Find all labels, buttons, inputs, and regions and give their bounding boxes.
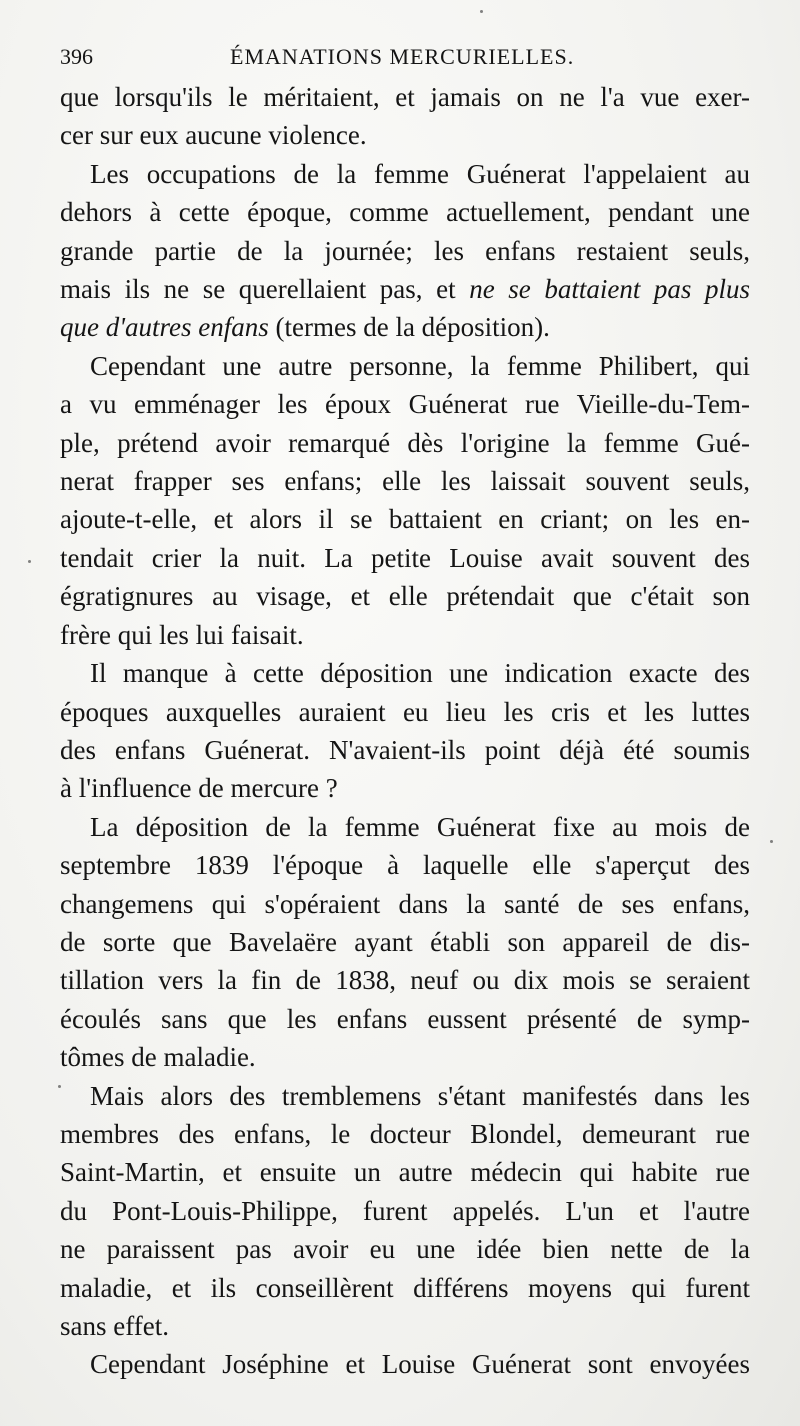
text-line: a vu emménager les époux Guénerat rue Vieille-du-Tem-	[60, 389, 750, 420]
text-line: cer sur eux aucune violence.	[60, 120, 367, 151]
text-span: (termes de la déposition).	[275, 312, 550, 343]
text-line: Saint-Martin, et ensuite un autre médecin qui habite rue	[60, 1157, 750, 1188]
print-speck	[480, 10, 483, 13]
running-head: ÉMANATIONS MERCURIELLES.	[230, 44, 575, 69]
text-line: écoulés sans que les enfans eussent présenté de symp-	[60, 1003, 750, 1034]
text-line: ajoute-t-elle, et alors il se battaient en criant; on les en-	[60, 504, 750, 535]
text-line: Cependant Joséphine et Louise Guénerat sont envoyées	[90, 1349, 750, 1380]
text-line: tendait crier la nuit. La petite Louise avait souvent des	[60, 542, 750, 573]
text-line: Il manque à cette déposition une indication exacte des	[90, 658, 750, 689]
text-line: maladie, et ils conseillèrent différens moyens qui furent	[60, 1272, 750, 1303]
text-line: frère qui les lui faisait.	[60, 619, 304, 650]
text-line: égratignures au visage, et elle prétendait que c'était son	[60, 581, 750, 612]
text-line: des enfans Guénerat. N'avaient-ils point déjà été soumis	[60, 734, 750, 765]
text-line: de sorte que Bavelaëre ayant établi son appareil de dis-	[60, 926, 750, 957]
text-line: membres des enfans, le docteur Blondel, demeurant rue	[60, 1118, 750, 1149]
text-span: mais ils ne se querellaient pas, et	[60, 274, 456, 305]
text-line: tômes de maladie.	[60, 1042, 256, 1073]
print-speck	[770, 840, 773, 843]
text-line: nerat frapper ses enfans; elle les laissait souvent seuls,	[60, 466, 750, 497]
text-line: époques auxquelles auraient eu lieu les cris et les luttes	[60, 696, 750, 727]
page-header	[60, 40, 760, 80]
italic-span: que d'autres enfans	[60, 312, 269, 343]
text-line: La déposition de la femme Guénerat fixe au mois de	[90, 811, 750, 842]
italic-span: ne se battaient pas plus	[469, 274, 751, 305]
text-line: septembre 1839 l'époque à laquelle elle s'aperçut des	[60, 850, 750, 881]
text-line	[60, 270, 750, 308]
text-line	[60, 308, 750, 346]
text-line: Mais alors des tremblemens s'étant manifestés dans les	[90, 1080, 750, 1111]
text-line: sans effet.	[60, 1311, 169, 1341]
text-line: grande partie de la journée; les enfans restaient seuls,	[60, 235, 750, 266]
text-line: ne paraissent pas avoir eu une idée bien nette de la	[60, 1234, 750, 1265]
print-speck	[28, 560, 31, 563]
text-line: changemens qui s'opéraient dans la santé de ses enfans,	[60, 888, 750, 919]
text-line: ple, prétend avoir remarqué dès l'origine la femme Gué-	[60, 427, 750, 458]
text-line: que lorsqu'ils le méritaient, et jamais on ne l'a vue exer-	[60, 82, 750, 112]
print-speck	[58, 1085, 61, 1088]
text-line: Cependant une autre personne, la femme Philibert, qui	[90, 350, 750, 381]
text-line: du Pont-Louis-Philippe, furent appelés. L'un et l'autre	[60, 1195, 750, 1226]
text-line: dehors à cette époque, comme actuellement, pendant une	[60, 197, 750, 228]
text-line: Les occupations de la femme Guénerat l'appelaient au	[90, 158, 750, 189]
text-line: tillation vers la fin de 1838, neuf ou dix mois se seraient	[60, 965, 750, 996]
page-number: 396	[60, 44, 93, 69]
body-text	[60, 78, 750, 1384]
text-line: à l'influence de mercure ?	[60, 773, 338, 804]
